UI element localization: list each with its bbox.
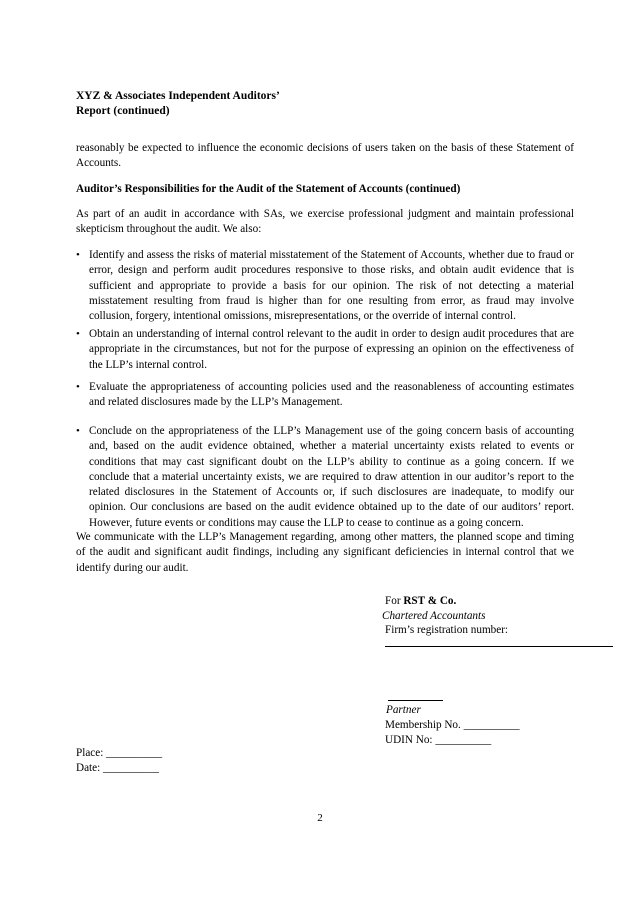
report-title: [76, 89, 336, 119]
membership-number: Membership No. __________: [385, 719, 520, 731]
partner-signature-line: [388, 700, 443, 701]
firm-name: RST & Co.: [403, 595, 457, 607]
bullet-text: Identify and assess the risks of material misstatement of the Statement of Accounts, whether due to fraud or error, design and perform audit procedures responsive to those risks, and obtain audit evidence that is sufficient and appropriate to provide a basis for our opinion. The risk of not detecting a material misstatement resulting from fraud is higher than for one resulting from error, as fraud may involve collusion, forgery, intentional omissions, misrepresentations, or the override of internal control.: [89, 249, 574, 323]
bullet-text: Evaluate the appropriateness of accounting policies used and the reasonableness of accounting estimates and related disclosures made by the LLP’s Management.: [89, 381, 574, 409]
firm-line: [385, 594, 625, 609]
registration-underline: [385, 646, 613, 647]
page-number: 2: [317, 812, 323, 824]
audit-paragraph: As part of an audit in accordance with SAs, we exercise professional judgment and maintain professional skepticism throughout the audit. We also:: [76, 208, 574, 236]
bullet-icon: •: [76, 425, 80, 437]
bullet-icon: •: [76, 328, 80, 340]
date-field: Date: __________: [76, 762, 159, 774]
report-title-line-1: XYZ & Associates Independent Auditors’: [76, 90, 280, 102]
partner-label: Partner: [386, 704, 421, 716]
intro-paragraph: reasonably be expected to influence the economic decisions of users taken on the basis of these Statement of Accounts.: [76, 142, 574, 170]
section-heading: Auditor’s Responsibilities for the Audit of the Statement of Accounts (continued): [76, 183, 461, 195]
communication-paragraph: We communicate with the LLP’s Management regarding, among other matters, the planned scope and timing of the audit and significant audit findings, including any significant deficiencies in internal control that we identify during our audit.: [76, 531, 574, 574]
udin-number: UDIN No: __________: [385, 734, 492, 746]
registration-label: Firm’s registration number:: [385, 624, 509, 636]
firm-designation: Chartered Accountants: [382, 610, 486, 622]
bullet-text: Conclude on the appropriateness of the LLP’s Management use of the going concern basis of accounting and, based on the audit evidence obtained, whether a material uncertainty exists related to events or conditions that may cast significant doubt on the LLP’s ability to continue as a going concern. If we conclude that a material uncertainty exists, we are required to draw attention in our auditor’s report to the related disclosures in the Statement of Accounts or, if such disclosures are inadequate, to modify our opinion. Our conclusions are based on the audit evidence obtained up to the date of our auditors’ report. However, future events or conditions may cause the LLP to cease to continue as a going concern.: [89, 425, 574, 529]
report-title-line-2: Report (continued): [76, 105, 170, 117]
bullet-icon: •: [76, 249, 80, 261]
bullet-icon: •: [76, 381, 80, 393]
place-field: Place: __________: [76, 747, 163, 759]
for-prefix: For: [385, 595, 404, 607]
bullet-text: Obtain an understanding of internal control relevant to the audit in order to design audit procedures that are appropriate in the circumstances, but not for the purpose of expressing an opinion on the effectiveness of the LLP’s internal control.: [89, 328, 574, 371]
